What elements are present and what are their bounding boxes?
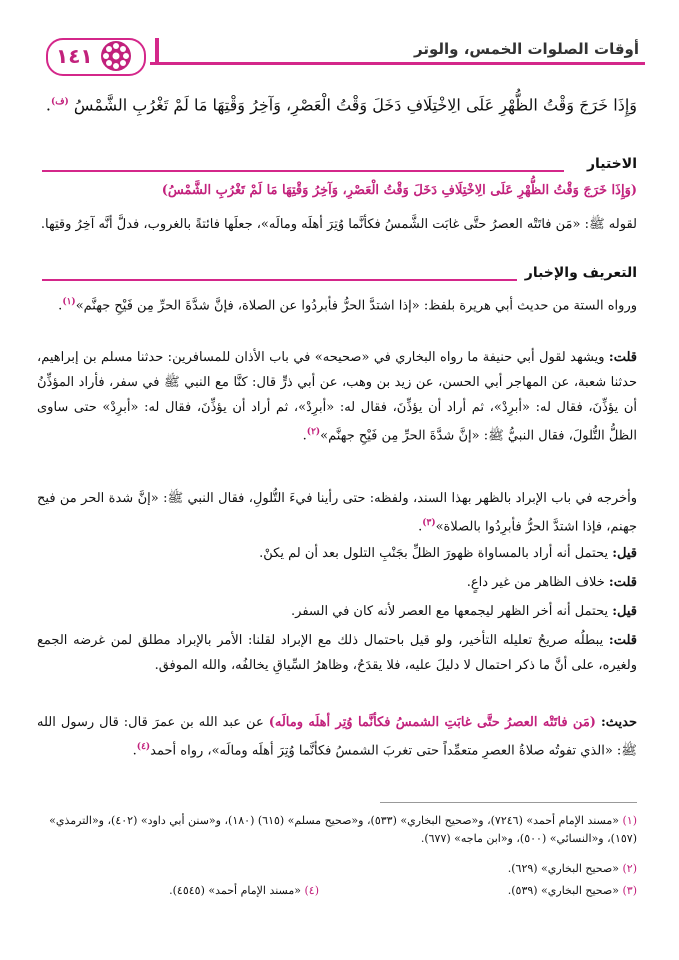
section-rule-ikhtiyar — [42, 170, 564, 172]
footnote-2: (٢) «صحيح البخاري» (٦٢٩). — [507, 862, 637, 875]
ikhtiyar-quote: (وَإِذَا خَرَجَ وَقْتُ الظُّهْرِ عَلَى الِاخْتِلَافِ دَخَلَ وَقْتُ الْعَصْرِ، وَآخِرُ وَقْتِهَا مَا لَمْ تَغْرُبِ الشَّمْسُ) — [161, 183, 637, 198]
paragraph-4: قيل: يحتمل أنه أراد بالمساواة ظهورَ الظلِّ بجَنْبِ التلول بعد أن لم يكنْ. — [259, 546, 637, 561]
paragraph-6: قيل: يحتمل أنه أخر الظهر ليجمعها مع العصر لأنه كان في السفر. — [291, 604, 637, 619]
paragraph-5: قلت: خلاف الظاهر من غير داعٍ. — [466, 575, 637, 590]
footnote-1: (١) «مسند الإمام أحمد» (٧٢٤٦)، و«صحيح البخاري» (٥٣٣)، و«صحيح مسلم» (٦١٥) (١٨٠)، و«سنن أبي داود» (٤٠٢)، و«الترمذي» (١٥٧)، و«النسائي» (٥٠٠)، و«ابن ماجه» (٦٧٧). — [49, 814, 637, 845]
matn-sentence: وَإِذَا خَرَجَ وَقْتُ الظُّهْرِ عَلَى الِاخْتِلَافِ دَخَلَ وَقْتُ الْعَصْرِ، وَآخِرُ وَقْتِهَا مَا لَمْ تَغْرُبِ الشَّمْسُ — [73, 95, 637, 115]
paragraph-2: قلت: ويشهد لقول أبي حنيفة ما رواه البخاري في «صحيحه» في باب الأذان للمسافرين: حدثنا مسلم بن إبراهيم، حدثنا شعبة، عن المهاجر أبي الحسن، عن زيد بن وهب، عن أبي ذرٍّ قال: كنَّا مع النبي ﷺ في سفر، فأراد المؤذِّنُ أن يؤذِّنَ، فقال له: «أبرِدْ»، ثم أراد أن يؤذِّنَ، فقال له: «أبرِدْ»، ثم أراد أن يؤذِّنَ، فقال له: «أبرِدْ» حتى ساوى الظلُّ التُّلولَ، فقال النبيُّ ﷺ: «إنَّ شدَّةَ الحرِّ مِن فَيْحِ جهنَّم»$^{(٢)}$. — [37, 350, 637, 444]
paragraph-3: وأخرجه في باب الإبراد بالظهر بهذا السند، ولفظه: حتى رأينا فيءَ التُّلولِ، فقال النبي ﷺ: «إنَّ شدة الحر من فيح جهنم، فإذا اشتدَّ الحرُّ فأبرِدُوا بالصلاة»$^{(٣)}$. — [37, 491, 637, 535]
section-title-ikhtiyar: الاختيار — [586, 156, 637, 172]
footnote-separator — [380, 802, 637, 803]
header-rule — [150, 62, 645, 65]
page-number: ١٤١ — [56, 44, 93, 68]
paragraph-1: ورواه الستة من حديث أبي هريرة بلفظ: «إذا اشتدَّ الحرُّ فأبردُوا عن الصلاة، فإنَّ شدَّةَ الحرِّ مِن فَيْحِ جهنَّم»$^{(١)}$. — [58, 297, 637, 314]
section-title-tarif: التعريف والإخبار — [524, 265, 637, 281]
rosette-ornament-icon — [100, 40, 132, 72]
footnote-4: (٤) «مسند الإمام أحمد» (٤٥٤٥). — [169, 884, 319, 897]
paragraph-7: قلت: يبطلُه صريحُ تعليله التأخير، ولو قيل باحتمال ذلك مع الإبراد لقلنا: الأمر بالإبراد مطلق لمن غرضه الجمع ولغيره، على أنَّ ما ذكر احتمال لا دليلَ عليه، فلا يقدَحُ، وظاهرُ السِّياقِ يخالفُه، والله الموفق. — [37, 633, 637, 673]
section-rule-tarif — [42, 279, 517, 281]
matn-text: وَإِذَا خَرَجَ وَقْتُ الظُّهْرِ عَلَى الِاخْتِلَافِ دَخَلَ وَقْتُ الْعَصْرِ، وَآخِرُ وَقْتِهَا مَا لَمْ تَغْرُبِ الشَّمْسُ $^{(ف)}$. — [45, 95, 637, 115]
matn-ref: (ف) — [50, 97, 69, 107]
header-divider — [155, 38, 159, 65]
paragraph-8: حديث: (مَن فاتَتْه العصرُ حتَّى غابَتِ الشمسُ فكأنَّما وُتِر أهلَه ومالَه) عن عبد الله بن عمرَ قال: قال رسول الله ﷺ: «الذي تفوتُه صلاةُ العصرِ متعمِّداً حتى تغربَ الشمسُ فكأنَّما وُتِرَ أهلَه ومالَه»، رواه أحمد$^{(٤)}$. — [37, 715, 637, 759]
ikhtiyar-body: لقوله ﷺ: «مَن فاتَتْه العصرُ حتَّى غابَت الشَّمسُ فكأنَّما وُتِرَ أهلَه ومالَه»، جعلَها فائتةً بالغروب، فدلَّ أنَّه آخِرُ وقتِها. — [40, 217, 637, 232]
footnote-3: (٣) «صحيح البخاري» (٥٣٩). — [507, 884, 637, 897]
running-title: أوقات الصلوات الخمس، والوتر — [414, 40, 639, 58]
